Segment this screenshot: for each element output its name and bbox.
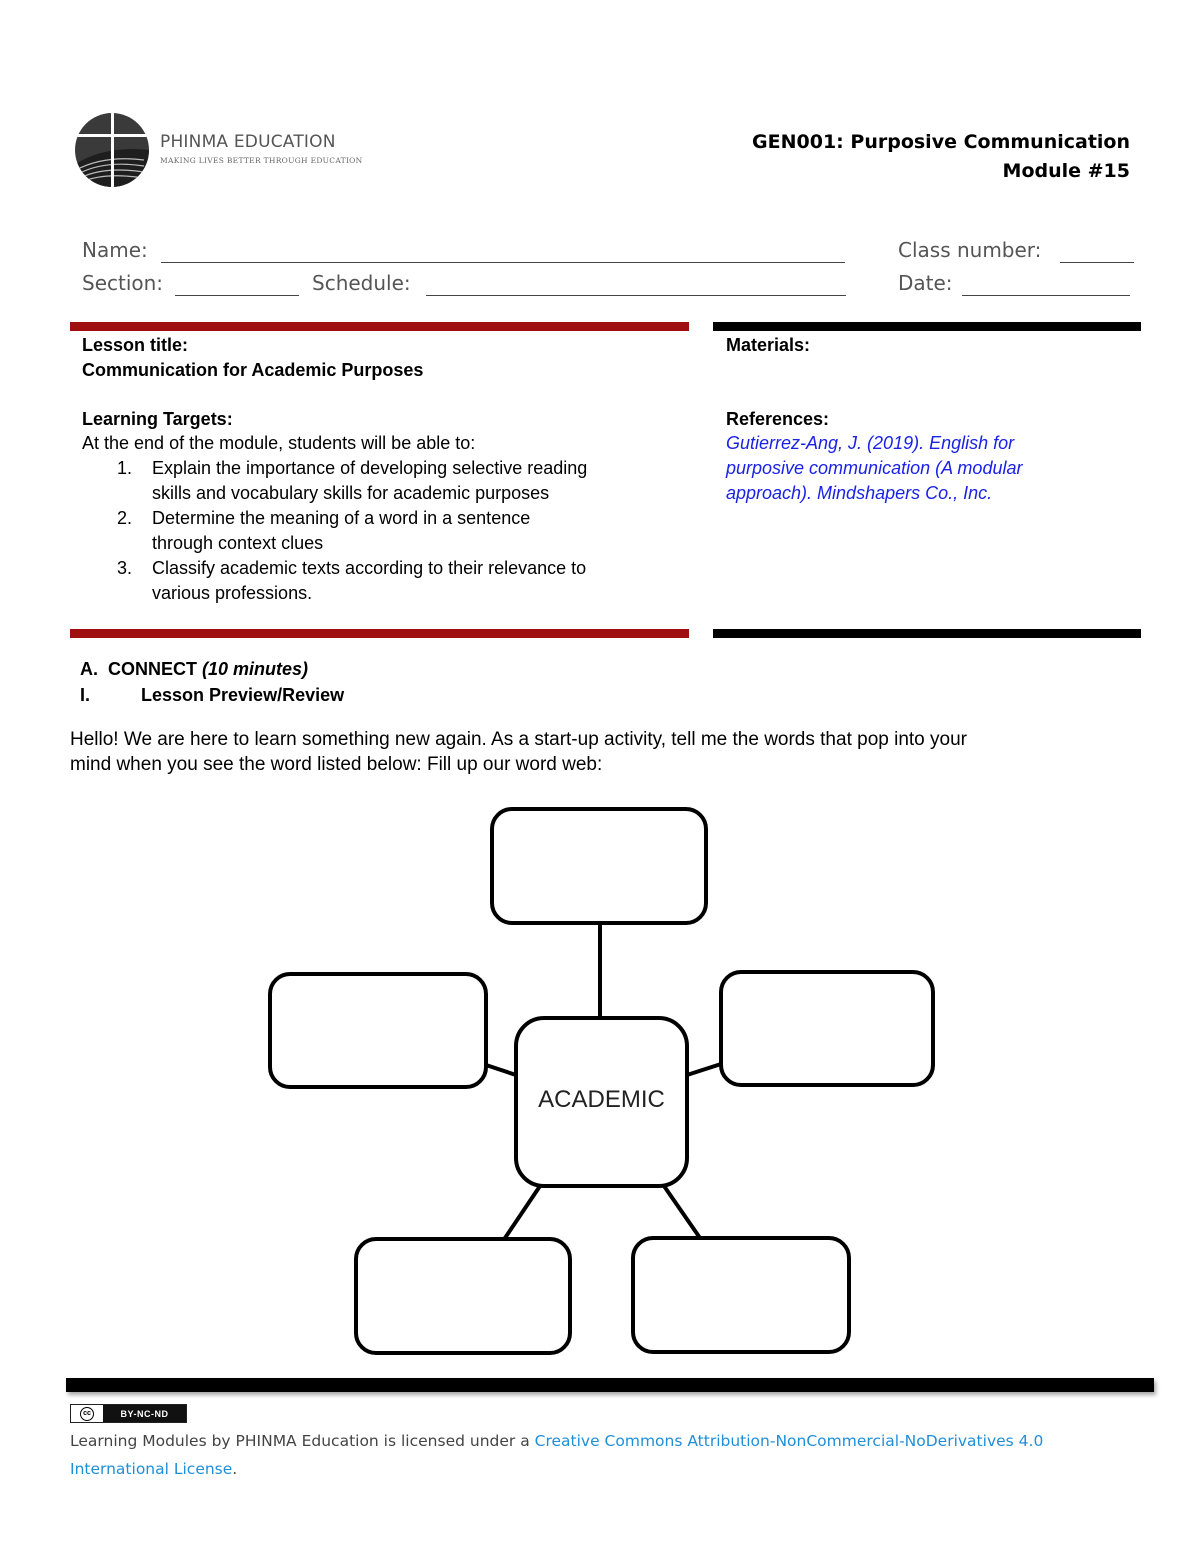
word-box-bottom-left: [356, 1239, 570, 1353]
section-letter: A.: [80, 659, 98, 679]
cc-icon: cc: [80, 1407, 94, 1421]
course-title: GEN001: Purposive Communication: [752, 131, 1130, 153]
connector-right: [687, 1064, 721, 1075]
learning-targets-label: Learning Targets:: [82, 409, 233, 429]
license-link-continued[interactable]: International License: [70, 1460, 233, 1478]
lesson-title: Communication for Academic Purposes: [82, 360, 424, 380]
item-number: 2.: [117, 508, 133, 528]
reference-line: approach). Mindshapers Co., Inc.: [726, 483, 993, 503]
word-box-left: [270, 974, 486, 1087]
materials-label: Materials:: [726, 335, 811, 355]
item-text: Explain the importance of developing selective reading: [152, 458, 588, 478]
license-link[interactable]: Creative Commons Attribution-NonCommercial-NoDerivatives 4.0: [534, 1432, 1044, 1450]
connector-bottom-right: [664, 1186, 700, 1238]
item-text: skills and vocabulary skills for academic purposes: [152, 483, 550, 503]
cc-license-badge[interactable]: [70, 1404, 187, 1423]
lesson-title-label: Lesson title:: [82, 335, 189, 355]
license-suffix: .: [232, 1460, 238, 1478]
class-number-label: Class number:: [898, 238, 1042, 262]
reference-line: purposive communication (A modular: [726, 458, 1023, 478]
item-text: Classify academic texts according to their relevance to: [152, 558, 587, 578]
logo-tagline: MAKING LIVES BETTER THROUGH EDUCATION: [160, 156, 363, 165]
module-number: Module #15: [1002, 160, 1130, 182]
footer-bar: [66, 1378, 1154, 1392]
license-prefix: Learning Modules by PHINMA Education is licensed under a: [70, 1432, 535, 1450]
item-text: various professions.: [152, 583, 313, 603]
learning-targets-intro: At the end of the module, students will be able to:: [82, 433, 476, 453]
subsection-title: Lesson Preview/Review: [141, 685, 345, 705]
section-label: Section:: [82, 271, 164, 295]
references-label: References:: [726, 409, 830, 429]
section-duration: (10 minutes): [202, 659, 309, 679]
item-text: Determine the meaning of a word in a sentence: [152, 508, 531, 528]
schedule-label: Schedule:: [312, 271, 411, 295]
logo-name: PHINMA EDUCATION: [160, 132, 336, 152]
reference-line: Gutierrez-Ang, J. (2019). English for: [726, 433, 1015, 453]
item-number: 1.: [117, 458, 133, 478]
date-label: Date:: [898, 271, 953, 295]
word-box-right: [721, 972, 933, 1085]
cc-license-code: BY-NC-ND: [103, 1405, 186, 1422]
name-label: Name:: [82, 238, 148, 262]
subsection-number: I.: [80, 685, 91, 705]
center-word: ACADEMIC: [538, 1086, 665, 1113]
paragraph-line: Hello! We are here to learn something new again. As a start-up activity, tell me the words that pop into your: [70, 729, 967, 750]
section-title: CONNECT: [108, 659, 198, 679]
item-text: through context clues: [152, 533, 324, 553]
license-text: [70, 1427, 1043, 1483]
word-box-bottom-right: [633, 1238, 849, 1352]
paragraph-line: mind when you see the word listed below: Fill up our word web:: [70, 754, 603, 775]
word-box-top: [492, 809, 706, 923]
connector-bottom-left: [505, 1186, 540, 1238]
connector-left: [486, 1065, 516, 1075]
item-number: 3.: [117, 558, 133, 578]
